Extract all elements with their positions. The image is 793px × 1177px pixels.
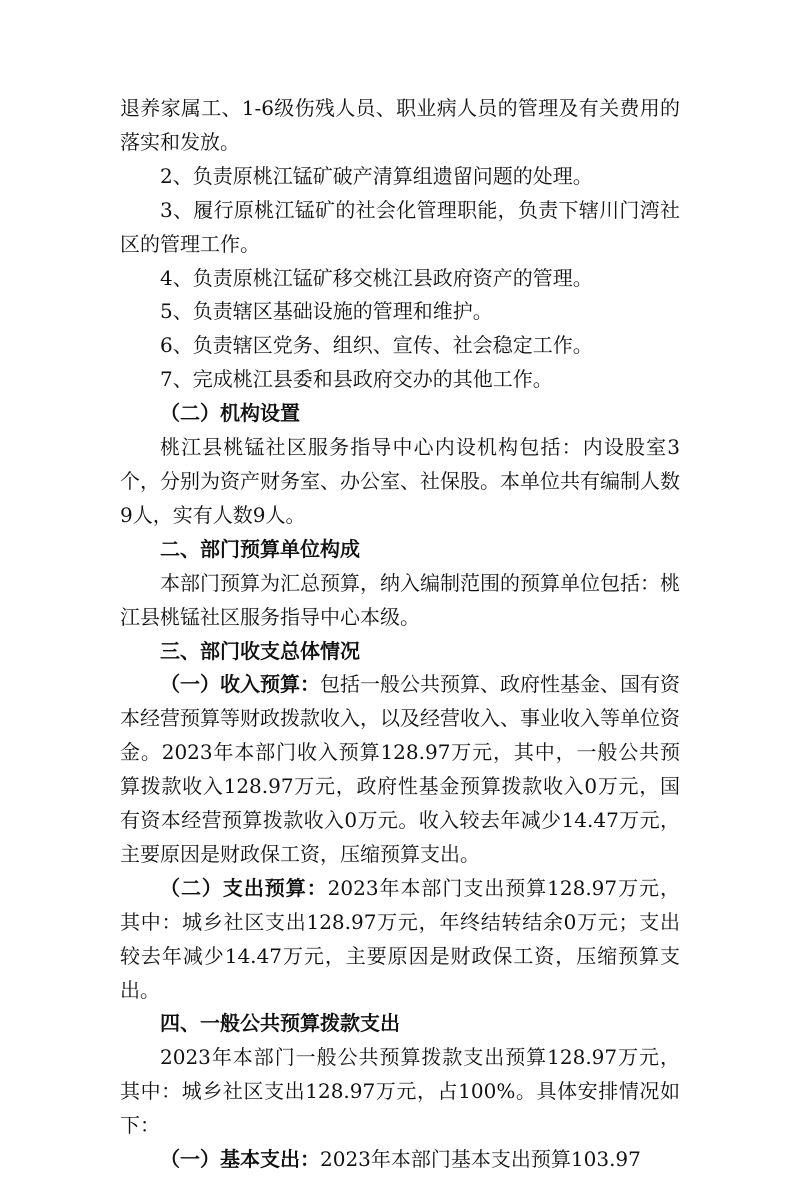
paragraph-revenue-budget <box>120 668 680 871</box>
basic-expenditure-text: 2023年本部门基本支出预算103.97 <box>320 1147 641 1172</box>
paragraph-duty-6: 6、负责辖区党务、组织、宣传、社会稳定工作。 <box>160 333 593 358</box>
paragraph-duty-4: 4、负责原桃江锰矿移交桃江县政府资产的管理。 <box>160 265 593 290</box>
paragraph-duties-continued: 退养家属工、1-6级伤残人员、职业病人员的管理及有关费用的落实和发放。 <box>120 96 680 154</box>
heading-general-public-budget: 四、一般公共预算拨款支出 <box>160 1011 400 1036</box>
basic-expenditure-lead: （一）基本支出： <box>160 1147 320 1172</box>
paragraph-organization: 桃江县桃锰社区服务指导中心内设机构包括：内设股室3个，分别为资产财务室、办公室、社保股。本单位共有编制人数9人，实有人数9人。 <box>120 435 680 527</box>
document-body <box>120 92 680 1177</box>
expenditure-budget-lead: （二）支出预算： <box>160 875 328 900</box>
paragraph-budget-units: 本部门预算为汇总预算，纳入编制范围的预算单位包括：桃江县桃锰社区服务指导中心本级。 <box>120 570 680 629</box>
paragraph-general-public-budget: 2023年本部门一般公共预算拨款支出预算128.97万元，其中：城乡社区支出128.97万元，占100%。具体安排情况如下： <box>120 1045 680 1138</box>
paragraph-duty-2: 2、负责原桃江锰矿破产清算组遗留问题的处理。 <box>160 163 593 188</box>
paragraph-duty-3: 3、履行原桃江锰矿的社会化管理职能，负责下辖川门湾社区的管理工作。 <box>120 197 680 256</box>
paragraph-duty-7: 7、完成桃江县委和县政府交办的其他工作。 <box>160 367 553 392</box>
paragraph-expenditure-budget <box>120 872 680 1008</box>
paragraph-basic-expenditure <box>120 1143 680 1177</box>
paragraph-duty-5: 5、负责辖区基础设施的管理和维护。 <box>160 299 493 324</box>
heading-organization: （二）机构设置 <box>160 401 300 426</box>
revenue-budget-lead: （一）收入预算： <box>160 672 320 697</box>
revenue-budget-text: 包括一般公共预算、政府性基金、国有资本经营预算等财政拨款收入，以及经营收入、事业收入等单位资金。2023年本部门收入预算128.97万元，其中，一般公共预算拨款收入128.97万元，政府性基金预算拨款收入0万元，国有资本经营预算拨款收入0万元。收入较去年减少14.47万元，主要原因是财政保工资，压缩预算支出。 <box>120 672 680 866</box>
expenditure-budget-text: 2023年本部门支出预算128.97万元，其中：城乡社区支出128.97万元，年终结转结余0万元；支出较去年减少14.47万元，主要原因是财政保工资，压缩预算支出。 <box>120 875 681 1002</box>
heading-budget-units: 二、部门预算单位构成 <box>160 536 360 561</box>
heading-revenue-expenditure: 三、部门收支总体情况 <box>160 638 360 663</box>
